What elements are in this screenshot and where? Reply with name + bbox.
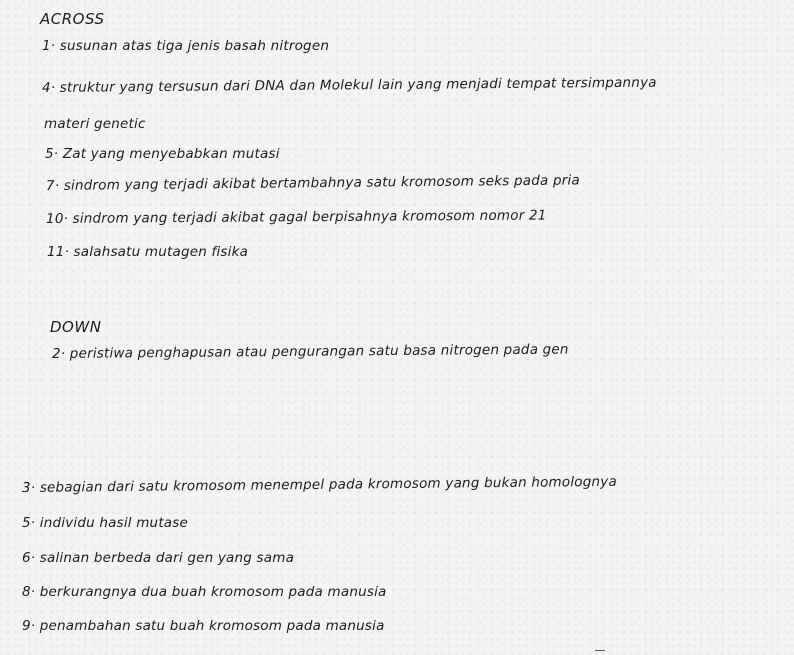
across-clue-1: 1· susunan atas tiga jenis basah nitrogen (42, 38, 330, 54)
across-clue-5: 5· Zat yang menyebabkan mutasi (45, 146, 280, 162)
down-clue-5: 5· individu hasil mutase (22, 515, 189, 531)
across-clue-10: 10· sindrom yang terjadi akibat gagal berpisahnya kromosom nomor 21 (45, 207, 547, 227)
down-clue-9: 9· penambahan satu buah kromosom pada manusia (22, 618, 385, 634)
down-clue-3: 3· sebagian dari satu kromosom menempel pada kromosom yang bukan homolognya (21, 473, 618, 496)
down-clue-8: 8· berkurangnya dua buah kromosom pada manusia (22, 584, 387, 600)
across-clue-11: 11· salahsatu mutagen fisika (47, 244, 249, 260)
across-heading: ACROSS (40, 10, 105, 28)
across-clue-4-cont: materi genetic (44, 116, 146, 132)
page-edge-mark (595, 650, 605, 651)
down-heading: DOWN (50, 318, 102, 336)
down-clue-6: 6· salinan berbeda dari gen yang sama (22, 550, 295, 566)
down-clue-2: 2· peristiwa penghapusan atau pengurangan satu basa nitrogen pada gen (51, 341, 569, 362)
across-clue-4: 4· struktur yang tersusun dari DNA dan Molekul lain yang menjadi tempat tersimpannya (41, 74, 657, 96)
across-clue-7: 7· sindrom yang terjadi akibat bertambahnya satu kromosom seks pada pria (45, 172, 580, 194)
